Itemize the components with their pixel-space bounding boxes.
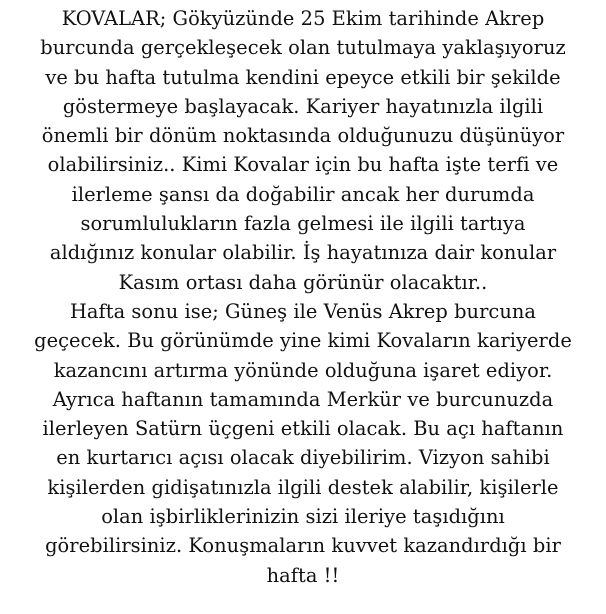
text-line-15: ilerleyen Satürn üçgeni etkili olacak. Bu açı haftanın <box>42 417 564 441</box>
text-line-10: Kasım ortası daha görünür olacaktır.. <box>118 270 488 294</box>
text-line-17: kişilerden gidişatınızla ilgili destek alabilir, kişilerle <box>47 475 559 499</box>
text-line-20: hafta !! <box>266 563 340 587</box>
text-line-18: olan işbirliklerinizin sizi ileriye taşıdığını <box>101 505 505 529</box>
text-line-13: kazancını artırma yönünde olduğuna işaret ediyor. <box>53 358 553 382</box>
text-line-8: sorumlulukların fazla gelmesi ile ilgili tartıya <box>80 212 526 236</box>
text-line-5: önemli bir dönüm noktasında olduğunuzu düşünüyor <box>41 124 565 148</box>
text-line-2: burcunda gerçekleşecek olan tutulmaya yaklaşıyoruz <box>40 36 566 60</box>
text-line-16: en kurtarıcı açısı olacak diyebilirim. Vizyon sahibi <box>56 446 550 470</box>
text-line-19: görebilirsiniz. Konuşmaların kuvvet kazandırdığı bir <box>45 534 561 558</box>
text-line-14: Ayrıca haftanın tamamında Merkür ve burcunuzda <box>52 387 554 411</box>
horoscope-text-block <box>0 4 606 590</box>
text-line-4: göstermeye başlayacak. Kariyer hayatınızla ilgili <box>62 94 544 118</box>
text-line-12: geçecek. Bu görünümde yine kimi Kovaların kariyerde <box>34 329 572 353</box>
text-line-6: olabilirsiniz.. Kimi Kovalar için bu hafta işte terfi ve <box>47 153 559 177</box>
text-line-3: ve bu hafta tutulma kendini epeyce etkili bir şekilde <box>45 65 561 89</box>
text-line-11: Hafta sonu ise; Güneş ile Venüs Akrep burcuna <box>69 299 537 323</box>
text-line-7: ilerleme şansı da doğabilir ancak her durumda <box>71 182 535 206</box>
text-line-1: KOVALAR; Gökyüzünde 25 Ekim tarihinde Akrep <box>61 7 545 30</box>
text-line-9: aldığınız konular olabilir. İş hayatınıza dair konular <box>49 241 557 265</box>
